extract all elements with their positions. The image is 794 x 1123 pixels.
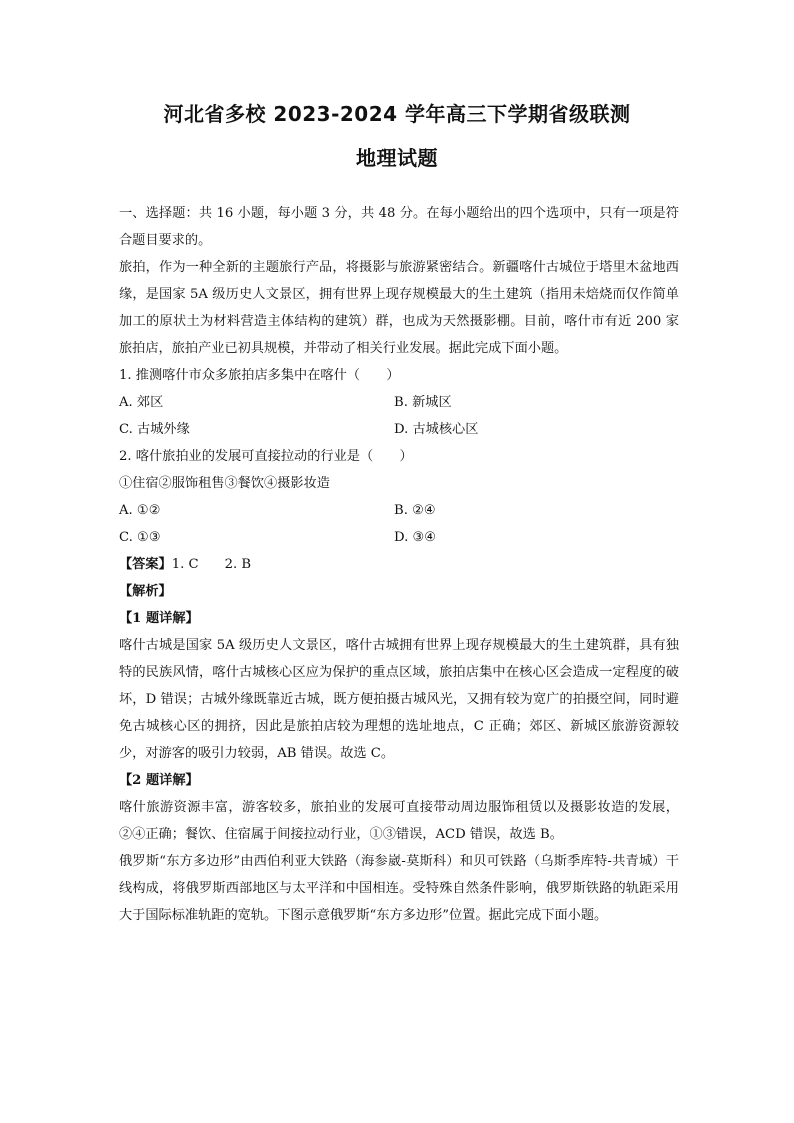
- option-d: D. ③④: [394, 530, 437, 545]
- answer-1: 1. C: [171, 557, 199, 572]
- question-2-options-row-2: [119, 524, 679, 551]
- detail-1-label: 【1 题详解】: [119, 611, 199, 626]
- option-b: B. 新城区: [394, 395, 452, 410]
- option-b: B. ②④: [394, 503, 436, 518]
- question-2-options-row-1: [119, 497, 679, 524]
- option-a: A. ①②: [119, 503, 161, 518]
- detail-2-text: 喀什旅游资源丰富，游客较多，旅拍业的发展可直接带动周边服饰租赁以及摄影妆造的发展，②④正确；餐饮、住宿属于间接拉动行业，①③错误，ACD 错误，故选 B。: [119, 800, 679, 842]
- section-instructions: 一、选择题：共 16 小题，每小题 3 分，共 48 分。在每小题给出的四个选项中，只有一项是符合题目要求的。: [119, 206, 679, 248]
- question-1-options-row-1: [119, 389, 679, 416]
- option-c: C. 古城外缘: [119, 422, 190, 437]
- document-title: 河北省多校 2023-2024 学年高三下学期省级联测: [163, 102, 631, 126]
- passage-2: 俄罗斯“东方多边形”由西伯利亚大铁路（海参崴-莫斯科）和贝可铁路（乌斯季库特-共青城）干线构成，将俄罗斯西部地区与太平洋和中国相连。受特殊自然条件影响，俄罗斯铁路的轨距采用大于国际标准轨距的宽轨。下图示意俄罗斯“东方多边形”位置。据此完成下面小题。: [119, 854, 679, 923]
- question-1-options-row-2: [119, 416, 679, 443]
- option-d: D. 古城核心区: [394, 422, 479, 437]
- detail-1-text: 喀什古城是国家 5A 级历史人文景区，喀什古城拥有世界上现存规模最大的生土建筑群，具有独特的民族风情，喀什古城核心区应为保护的重点区域，旅拍店集中在核心区会造成一定程度的破坏，D 错误；古城外缘既靠近古城，既方便拍摄古城风光，又拥有较为宽广的拍摄空间，同时避免古城核心区的拥挤，因此是旅拍店较为理想的选址地点，C 正确；郊区、新城区旅游资源较少，对游客的吸引力较弱，AB 错误。故选 C。: [119, 638, 679, 761]
- question-1-stem: 1. 推测喀什市众多旅拍店多集中在喀什（ ）: [119, 368, 400, 383]
- passage-1: 旅拍，作为一种全新的主题旅行产品，将摄影与旅游紧密结合。新疆喀什古城位于塔里木盆地西缘，是国家 5A 级历史人文景区，拥有世界上现存规模最大的生土建筑（指用未焙烧而仅作简单加工的原状土为材料营造主体结构的建筑）群，也成为天然摄影棚。目前，喀什市有近 200 家旅拍店，旅拍产业已初具规模，并带动了相关行业发展。据此完成下面小题。: [119, 260, 679, 356]
- answer-label: 【答案】: [119, 557, 172, 572]
- question-2-stem: 2. 喀什旅拍业的发展可直接拉动的行业是（ ）: [119, 449, 413, 464]
- document-body: [119, 200, 679, 929]
- answer-2: 2. B: [224, 557, 252, 572]
- document-subtitle: 地理试题: [356, 146, 438, 170]
- question-2-items: ①住宿②服饰租售③餐饮④摄影妆造: [119, 476, 330, 491]
- detail-2-label: 【2 题详解】: [119, 773, 199, 788]
- analysis-label: 【解析】: [119, 584, 172, 599]
- option-c: C. ①③: [119, 530, 161, 545]
- answer-line: [119, 551, 679, 578]
- option-a: A. 郊区: [119, 395, 164, 410]
